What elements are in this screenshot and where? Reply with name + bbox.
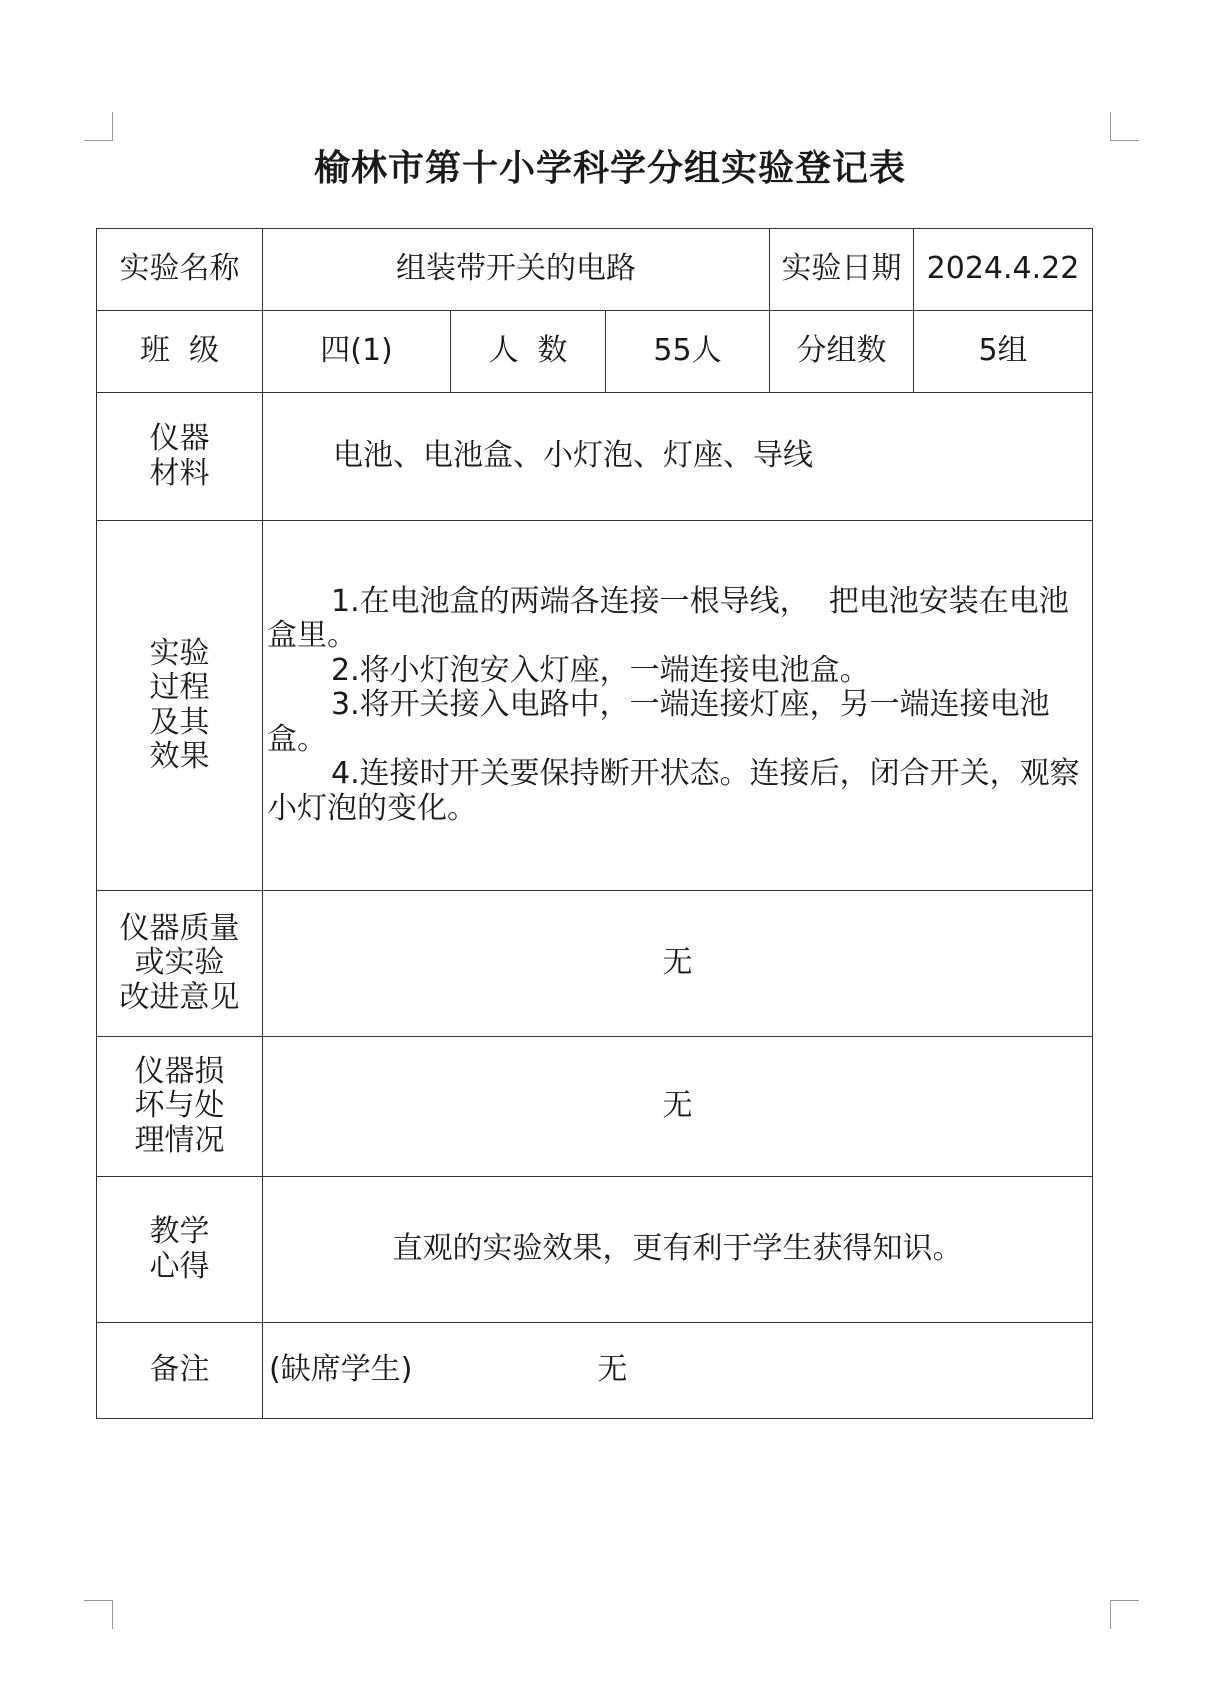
- experiment-date-label: 实验日期: [770, 229, 914, 311]
- class-value: 四(1): [263, 311, 451, 393]
- materials-label-line: 材料: [149, 455, 210, 491]
- damage-label-line: 坏与处: [134, 1088, 225, 1124]
- row-reflection: [97, 1177, 1093, 1323]
- process-content: [263, 521, 1093, 891]
- experiment-name-label: 实验名称: [97, 229, 263, 311]
- process-label-line: 及其: [149, 704, 210, 740]
- student-count-label: 人 数: [451, 311, 606, 393]
- row-quality: [97, 891, 1093, 1037]
- quality-label-line: 改进意见: [119, 979, 240, 1015]
- row-materials: [97, 393, 1093, 521]
- absent-students-value: 无: [597, 1352, 628, 1388]
- row-class-info: [97, 311, 1093, 393]
- remarks-content: [263, 1323, 1093, 1419]
- row-damage: [97, 1037, 1093, 1177]
- reflection-label-line: 心得: [149, 1248, 210, 1284]
- group-count-value: 5组: [914, 311, 1093, 393]
- materials-label-line: 仪器: [149, 421, 210, 456]
- experiment-name-value: 组装带开关的电路: [263, 229, 770, 311]
- group-count-label: 分组数: [770, 311, 914, 393]
- row-experiment-name: [97, 229, 1093, 311]
- process-label-line: 效果: [149, 739, 210, 774]
- crop-mark-bottom-left: [84, 1600, 113, 1629]
- process-step: 3.将开关接入电路中，一端连接灯座，另一端连接电池盒。: [267, 687, 1050, 757]
- damage-label-line: 仪器损: [134, 1053, 225, 1089]
- crop-mark-bottom-right: [1110, 1600, 1139, 1629]
- process-step: 2.将小灯泡安入灯座，一端连接电池盒。: [331, 652, 870, 688]
- registration-table: [96, 228, 1093, 1419]
- crop-mark-top-right: [1110, 112, 1139, 141]
- damage-value: 无: [263, 1037, 1093, 1177]
- reflection-label: [97, 1177, 263, 1323]
- quality-label: [97, 891, 263, 1037]
- row-process: [97, 521, 1093, 891]
- materials-value: 电池、电池盒、小灯泡、灯座、导线: [263, 393, 1093, 521]
- process-step: 1.在电池盒的两端各连接一根导线， 把电池安装在电池盒里。: [267, 583, 1069, 654]
- reflection-value: 直观的实验效果，更有利于学生获得知识。: [263, 1177, 1093, 1323]
- crop-mark-top-left: [84, 112, 113, 141]
- materials-label: [97, 393, 263, 521]
- row-remarks: [97, 1323, 1093, 1419]
- damage-label: [97, 1037, 263, 1177]
- process-label-line: 过程: [149, 670, 210, 705]
- experiment-date-value: 2024.4.22: [914, 229, 1093, 311]
- quality-label-line: 或实验: [134, 945, 225, 981]
- absent-students-label: (缺席学生): [269, 1352, 413, 1388]
- student-count-value: 55人: [606, 311, 770, 393]
- page-title: 榆林市第十小学科学分组实验登记表: [313, 148, 906, 189]
- quality-value: 无: [263, 891, 1093, 1037]
- quality-label-line: 仪器质量: [119, 910, 240, 946]
- damage-label-line: 理情况: [134, 1122, 225, 1158]
- process-label-line: 实验: [149, 635, 210, 671]
- class-label: 班 级: [97, 311, 263, 393]
- process-label: [97, 521, 263, 891]
- remarks-label: 备注: [97, 1323, 263, 1419]
- process-step: 4.连接时开关要保持断开状态。连接后，闭合开关，观察小灯泡的变化。: [267, 756, 1080, 826]
- reflection-label-line: 教学: [149, 1214, 210, 1249]
